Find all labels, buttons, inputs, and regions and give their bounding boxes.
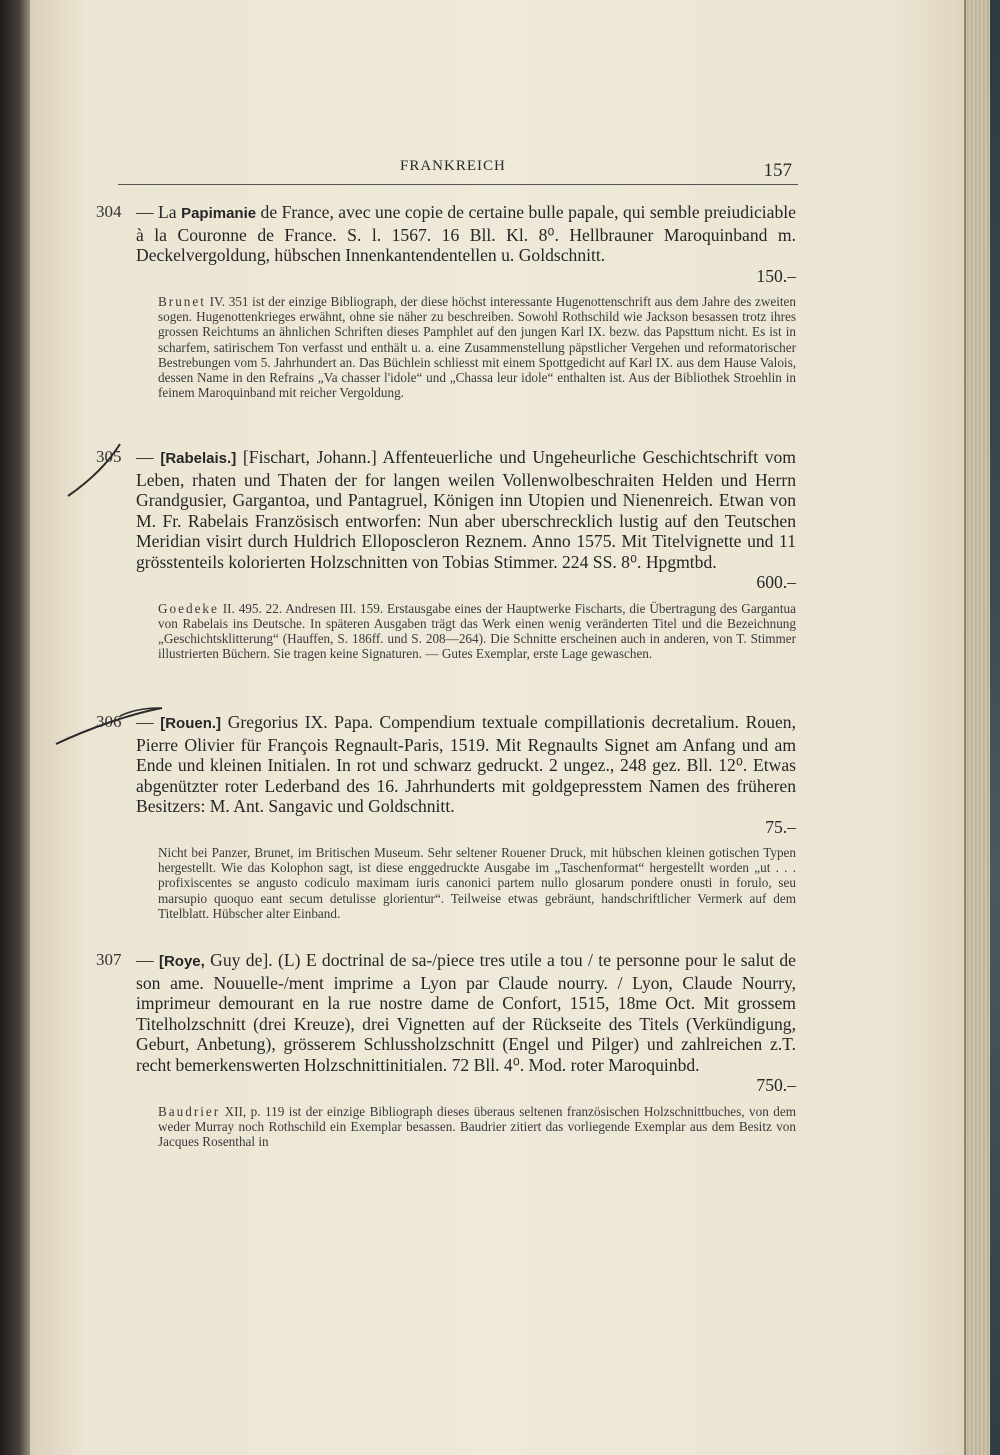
entry-description: — [Roye, Guy de]. (L) E doctrinal de sa-/piece tres utile a tou / te personne pour le salut de son ame. Nouuelle-/ment imprime a Lyon par Claude nourry. / Lyon, Claude Nourry, imprimeur demourant en la rue nostre dame de Confort, 1515, 18me Oct. Mit grossem Titelholzschnitt (drei Kreuze), drei Vignetten auf der Rückseite des Titels (Verkündigung, Geburt, Anbetung), grösserem Schlussholzschnitt (Engel und Pilger) und zahlreichen z.T. recht bemerkenswerten Holzschnittinitialen. 72 Bll. 4⁰. Mod. roter Maroquinbd. 750.– [136,950,796,1095]
entry-description: — [Rouen.] Gregorius IX. Papa. Compendium textuale compillationis decretalium. Rouen, Pierre Olivier für François Regnault-Paris, 1519. Mit Regnaults Signet am Anfang und am Ende und kleinen Initialen. In rot und schwarz gedruckt. 2 ungez., 248 gez. Bll. 12⁰. Etwas abgenützter roter Lederband des 16. Jahrhunderts mit goldgepresstem Namen des früheren Besitzers: M. Ant. Sangavic und Goldschnitt. 75.– [136,712,796,837]
catalog-entry-305 [96,447,796,661]
entry-price: 150.– [756,265,796,286]
entry-description: — [Rabelais.] [Fischart, Johann.] Affenteuerliche und Ungeheurliche Geschichtschrift vom Leben, rhaten und Thaten der for langen weilen Vollenwolbeschraiten Helden und Herrn Grandgusier, Gargantoa, und Pantagruel, Königen inn Utopien und Nienenreich. Etwan von M. Fr. Rabelais Französisch entworfen: Nun aber uberschrecklich lustig auf den Teutschen Meridian visirt durch Huldrich Elloposcleron Reznem. Anno 1575. Mit Titelvignette und 11 grösstenteils kolorierten Holzschnitten von Tobias Stimmer. 224 SS. 8⁰. Hpgmtbd. 600.– [136,447,796,592]
entry-number: 306 [96,712,122,731]
catalog-entry-307 [96,950,796,1149]
entry-keyword: [Rabelais.] [160,450,237,467]
entry-number: 305 [96,447,122,466]
catalog-entry-306 [96,712,796,921]
catalog-entry-304 [96,202,796,400]
entry-note: Baudrier XII, p. 119 ist der einzige Bibliograph dieses überaus seltenen französischen Holzschnittbuches, von dem weder Murray noch Rothschild ein Exemplar besassen. Baudrier zitiert das vorliegende Exemplar aus dem Besitz von Jacques Rosenthal in [158,1103,796,1149]
running-title: FRANKREICH [400,158,506,174]
entry-number: 304 [96,202,122,221]
page-header [118,158,798,185]
entry-keyword: [Rouen.] [160,715,222,732]
entry-keyword: [Roye, [158,953,205,970]
entry-number: 307 [96,950,122,969]
entry-note: Brunet IV. 351 ist der einzige Bibliograph, der diese höchst interessante Hugenottenschrift aus dem Jahre des zweiten sogen. Hugenottenkrieges erwähnt, ohne sie näher zu beschreiben. Sowohl Rothschild wie Jackson besassen trotz ihres grossen Reichtums an ähnlichen Schriften dieses Pamphlet auf den jungen Karl IX. bezw. das Papsttum nicht. Es ist in scharfem, satirischem Ton verfasst und enthält u. a. eine Zusammenstellung päpstlicher Vergehen und reformatorischer Bestrebungen vom 5. Jahrhundert an. Das Büchlein schliesst mit einem Spottgedicht auf Karl IX. aus dem Hause Valois, dessen Name in den Refrains „Va chasser l'idole“ und „Chassa leur idole“ enthalten ist. Aus der Bibliothek Stroehlin in feinem Maroquinband mit reicher Vergoldung. [158,294,796,401]
entry-price: 750.– [756,1075,796,1095]
entry-price: 600.– [756,572,796,592]
page-number: 157 [763,160,792,181]
entry-note: Goedeke II. 495. 22. Andresen III. 159. Erstausgabe eines der Hauptwerke Fischarts, die Übertragung des Gargantua von Rabelais ins Deutsche. In späteren Ausgaben trägt das Werk einen wenig veränderten Titel und die Bezeichnung „Geschichtsklitterung“ (Hauffen, S. 186ff. und S. 208—264). Die Schnitte erscheinen auch in anderen, von T. Stimmer illustrierten Büchern. Sie tragen keine Signaturen. — Gutes Exemplar, erste Lage gewaschen. [158,600,796,662]
entry-price: 75.– [765,816,796,837]
entry-note: Nicht bei Panzer, Brunet, im Britischen Museum. Sehr seltener Rouener Druck, mit hübschen kleinen gotischen Typen hergestellt. Wie das Kolophon sagt, ist diese enggedruckte Ausgabe im „Taschenformat“ hergestellt worden „ut . . . profixiscentes se angusto codiculo maximam iuris canonici partem nullo glosarum pondere onusti in forulo, seu marsupio quoquo eant secum detulisse glorientur“. Teilweise etwas gebräunt, handschriftlicher Vermerk auf dem Titelblatt. Hübscher alter Einband. [158,845,796,921]
entry-description: — La Papimanie de France, avec une copie de certaine bulle papale, qui semble preiudiciable à la Couronne de France. S. l. 1567. 16 Bll. Kl. 8⁰. Hellbrauner Maroquinband m. Deckelvergoldung, hübschen Innenkantendentellen u. Goldschnitt. 150.– [136,202,796,286]
entry-keyword: Papimanie [181,205,257,222]
page-edges [964,0,1000,1455]
